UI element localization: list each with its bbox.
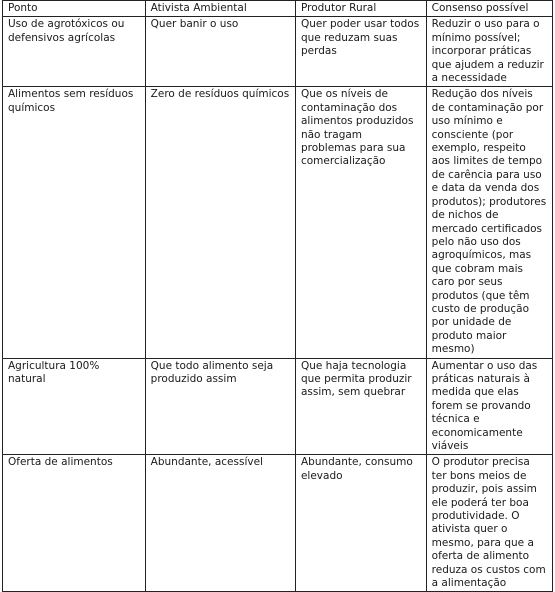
cell-ativista: Quer banir o uso: [145, 17, 295, 87]
cell-consenso: O produtor precisa ter bons meios de produzir, pois assim ele poderá ter boa produtividade. O ativista quer o mesmo, para que a oferta de alimento reduza os custos com a alimentação: [426, 455, 552, 592]
header-consenso-possivel: Consenso possível: [426, 1, 552, 17]
cell-produtor: Que haja tecnologia que permita produzir assim, sem quebrar: [295, 358, 426, 455]
cell-ativista: Que todo alimento seja produzido assim: [145, 358, 295, 455]
table-header-row: [3, 1, 553, 17]
header-produtor-rural: Produtor Rural: [295, 1, 426, 17]
cell-produtor: Quer poder usar todos que reduzam suas perdas: [295, 17, 426, 87]
cell-produtor: Abundante, consumo elevado: [295, 455, 426, 592]
cell-ponto: Agricultura 100% natural: [3, 358, 146, 455]
cell-ativista: Zero de resíduos químicos: [145, 87, 295, 358]
cell-consenso: Reduzir o uso para o mínimo possível; incorporar práticas que ajudem a reduzir a necessidade: [426, 17, 552, 87]
cell-ponto: Oferta de alimentos: [3, 455, 146, 592]
table-row: [3, 87, 553, 358]
table-row: [3, 17, 553, 87]
cell-consenso: Aumentar o uso das práticas naturais à medida que elas forem se provando técnica e economicamente viáveis: [426, 358, 552, 455]
cell-ponto: Alimentos sem resíduos químicos: [3, 87, 146, 358]
header-ponto: Ponto: [3, 1, 146, 17]
cell-produtor: Que os níveis de contaminação dos alimentos produzidos não tragam problemas para sua comercialização: [295, 87, 426, 358]
table-row: [3, 455, 553, 592]
header-ativista-ambiental: Ativista Ambiental: [145, 1, 295, 17]
cell-ponto: Uso de agrotóxicos ou defensivos agrícolas: [3, 17, 146, 87]
table-row: [3, 358, 553, 455]
cell-ativista: Abundante, acessível: [145, 455, 295, 592]
comparison-table: [2, 0, 553, 592]
cell-consenso: Redução dos níveis de contaminação por uso mínimo e consciente (por exemplo, respeito aos limites de tempo de carência para uso e data da venda dos produtos); produtores de nichos de mercado certificados pelo não uso dos agroquímicos, mas que cobram mais caro por seus produtos (que têm custo de produção por unidade de produto maior mesmo): [426, 87, 552, 358]
